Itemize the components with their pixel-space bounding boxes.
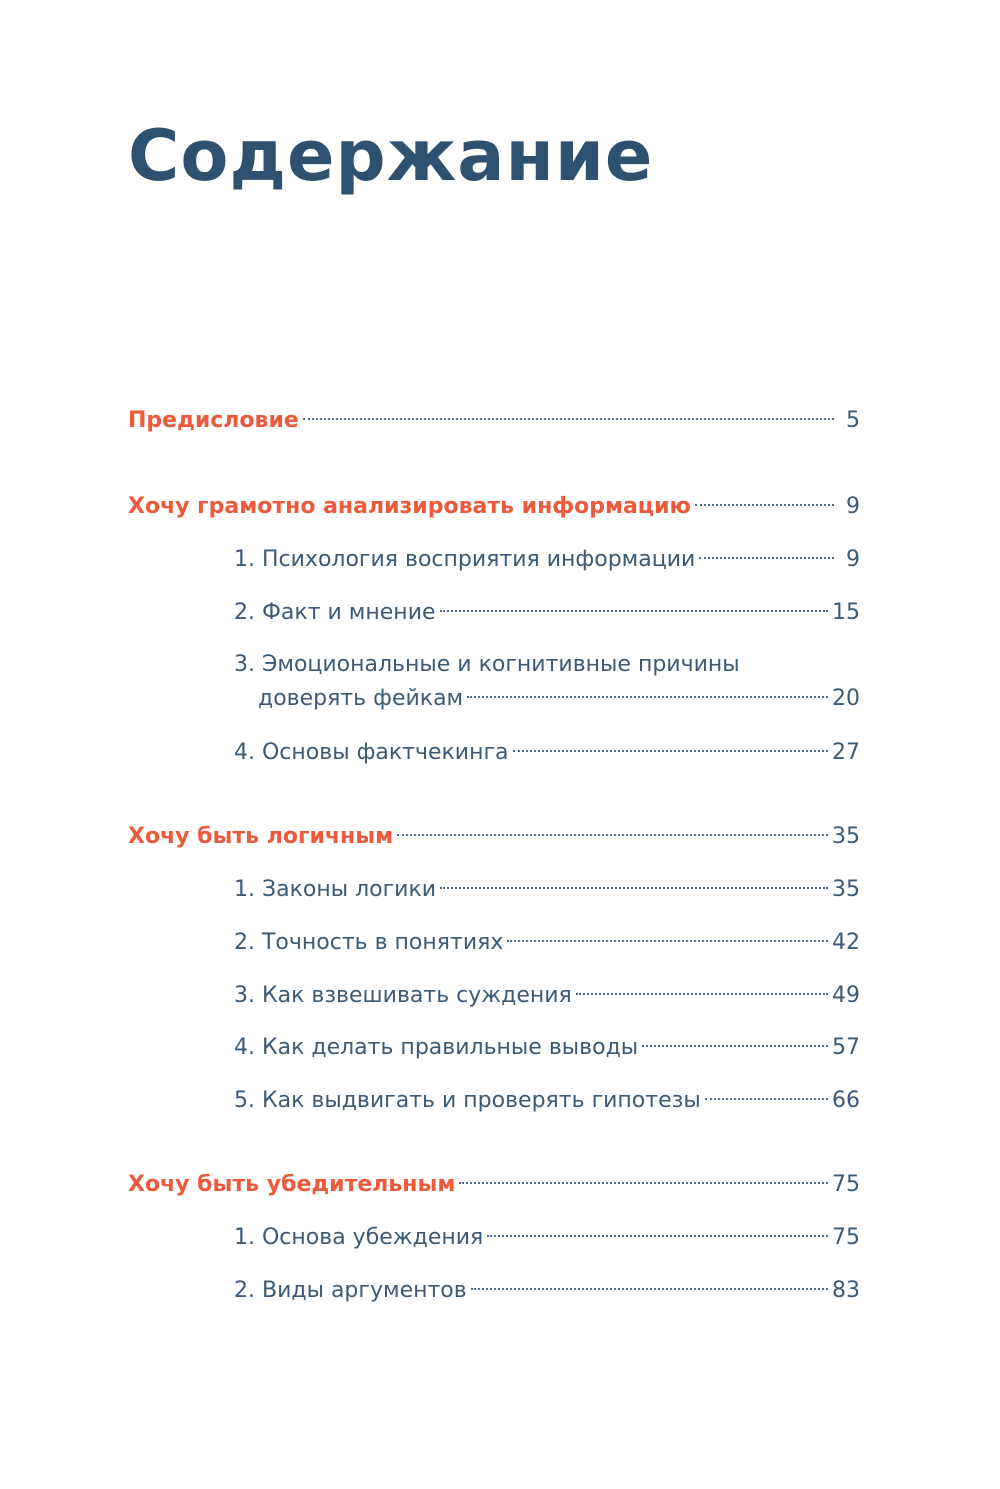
toc-section[interactable]	[234, 736, 860, 770]
toc-section-label: доверять фейкам	[258, 686, 464, 711]
toc-section-label-continuation	[234, 682, 860, 716]
toc-page-number: 35	[832, 824, 860, 849]
dot-leader	[705, 1098, 828, 1100]
toc-section[interactable]	[234, 926, 860, 960]
toc-section[interactable]	[234, 1221, 860, 1255]
toc-chapter-label: Хочу быть логичным	[128, 824, 394, 849]
toc-section-label: 2. Факт и мнение	[234, 600, 436, 625]
dot-leader	[699, 557, 834, 559]
toc-chapter-label: Хочу грамотно анализировать информацию	[128, 494, 691, 519]
dot-leader	[507, 940, 828, 942]
toc-page-number: 9	[846, 547, 860, 572]
dot-leader	[303, 418, 834, 420]
toc-page-number: 42	[832, 930, 860, 955]
toc-page-number: 35	[832, 877, 860, 902]
toc-section-label: 1. Законы логики	[234, 877, 437, 902]
toc-section-label: 5. Как выдвигать и проверять гипотезы	[234, 1088, 701, 1113]
toc-chapter-label: Предисловие	[128, 408, 299, 433]
toc-section-label: 2. Виды аргументов	[234, 1278, 467, 1303]
toc-section-label: 4. Как делать правильные выводы	[234, 1035, 639, 1060]
toc-page-number: 15	[832, 600, 860, 625]
toc-section[interactable]	[234, 596, 860, 630]
toc-section[interactable]	[234, 1084, 860, 1118]
toc-chapter-analyze-information[interactable]	[128, 490, 860, 524]
toc-section[interactable]	[234, 979, 860, 1013]
toc-page-number: 9	[846, 494, 860, 519]
toc-section[interactable]	[234, 648, 860, 716]
toc-chapter-logical[interactable]	[128, 820, 860, 854]
toc-section[interactable]	[234, 1031, 860, 1065]
toc-chapter-persuasive[interactable]	[128, 1168, 860, 1202]
dot-leader	[397, 834, 828, 836]
toc-page-number: 75	[832, 1172, 860, 1197]
toc-page-number: 5	[846, 408, 860, 433]
page-title: Содержание	[128, 115, 654, 197]
toc-page-number: 75	[832, 1225, 860, 1250]
toc-page-number: 27	[832, 740, 860, 765]
toc-section-label: 4. Основы фактчекинга	[234, 740, 509, 765]
toc-section-label: 3. Как взвешивать суждения	[234, 983, 572, 1008]
toc-chapter-label: Хочу быть убедительным	[128, 1172, 456, 1197]
toc-page-number: 83	[832, 1278, 860, 1303]
toc-page-number: 49	[832, 983, 860, 1008]
dot-leader	[440, 610, 828, 612]
toc-section-label: 3. Эмоциональные и когнитивные причины	[234, 652, 740, 677]
dot-leader	[695, 504, 834, 506]
dot-leader	[471, 1288, 828, 1290]
toc-page-number: 66	[832, 1088, 860, 1113]
dot-leader	[440, 887, 828, 889]
toc-page-number: 20	[832, 686, 860, 711]
toc-section[interactable]	[234, 543, 860, 577]
dot-leader	[513, 750, 828, 752]
dot-leader	[576, 993, 828, 995]
toc-page-number: 57	[832, 1035, 860, 1060]
toc-section[interactable]	[234, 1274, 860, 1308]
toc-section[interactable]	[234, 873, 860, 907]
dot-leader	[487, 1235, 828, 1237]
dot-leader	[467, 696, 828, 698]
dot-leader	[459, 1182, 828, 1184]
toc-section-label: 1. Основа убеждения	[234, 1225, 484, 1250]
toc-chapter-preface[interactable]	[128, 404, 860, 438]
toc-section-label: 2. Точность в понятиях	[234, 930, 504, 955]
dot-leader	[642, 1045, 828, 1047]
toc-section-label: 1. Психология восприятия информации	[234, 547, 696, 572]
